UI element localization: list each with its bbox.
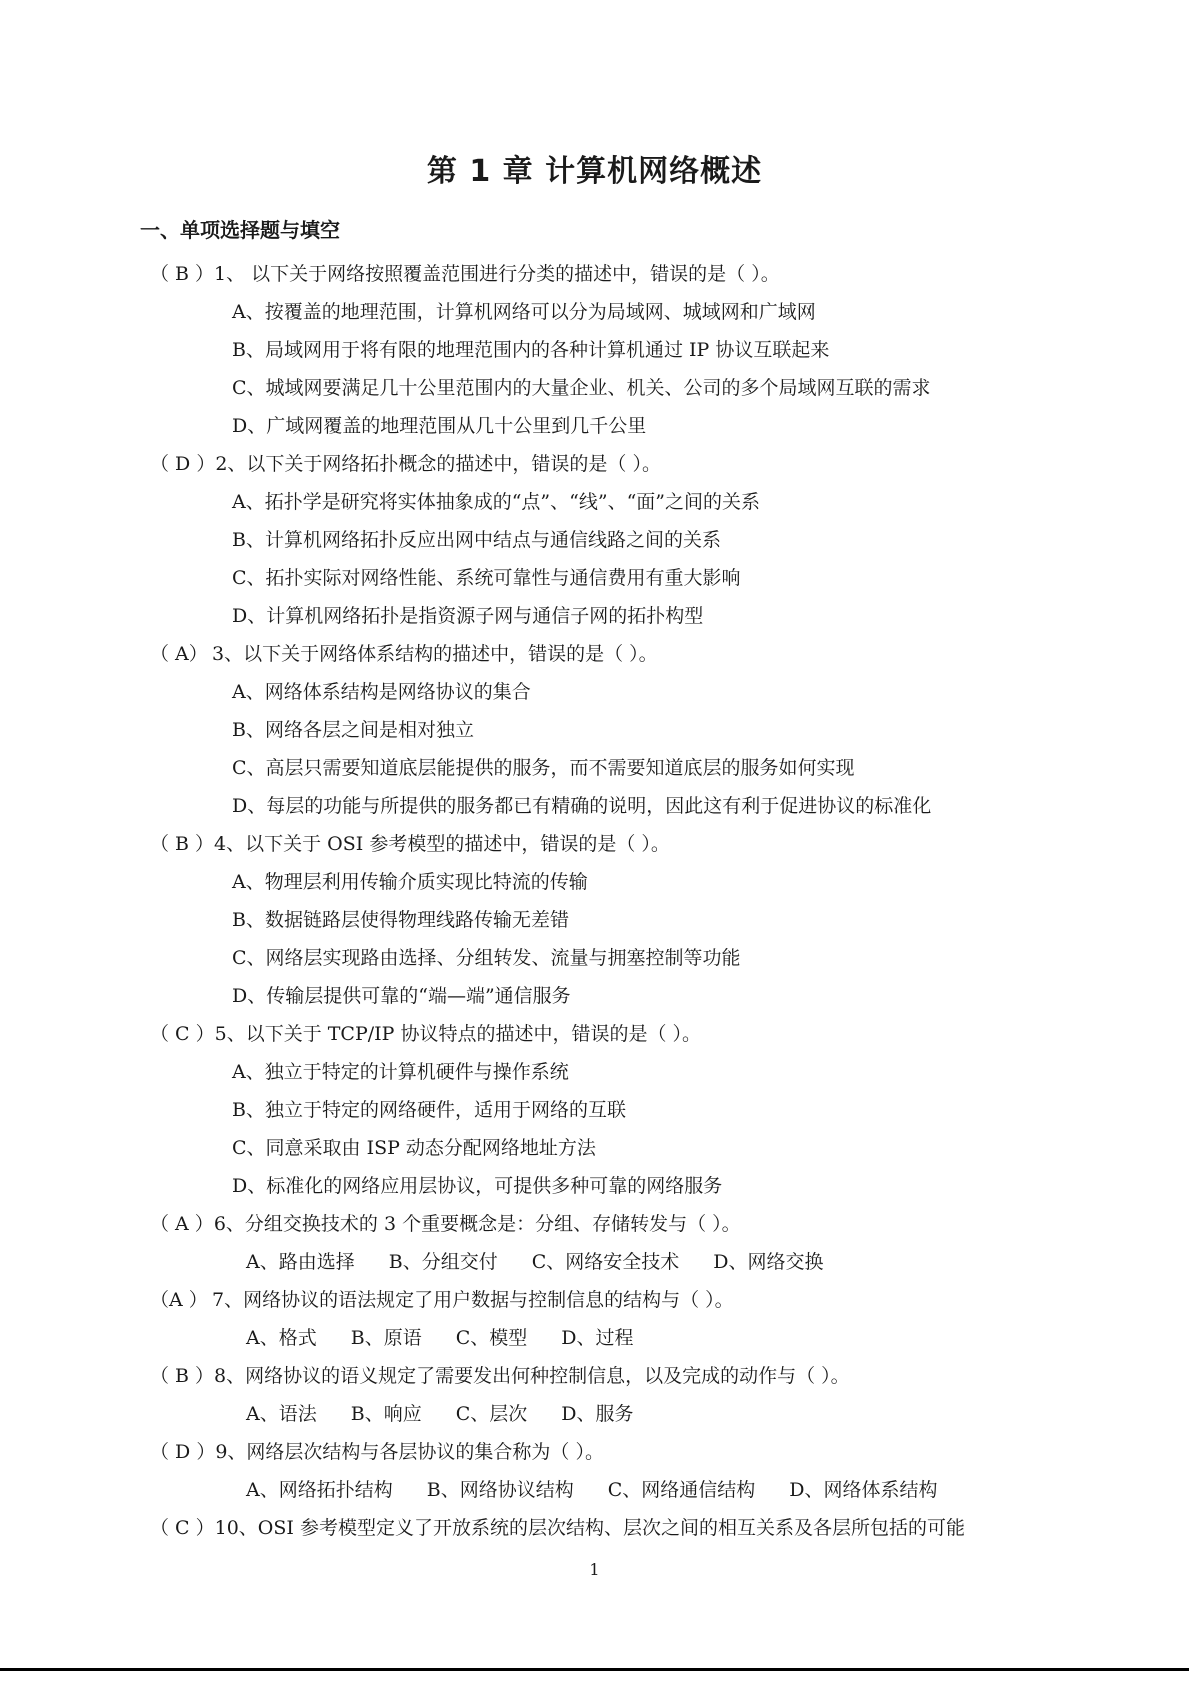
answer-option: D、每层的功能与所提供的服务都已有精确的说明，因此这有利于促进协议的标准化 [232, 795, 932, 817]
answer-marker: （ C ） [150, 1517, 215, 1539]
question-stem [150, 1015, 1189, 1053]
answer-marker: （A ） [150, 1289, 208, 1311]
question-text: 7、网络协议的语法规定了用户数据与控制信息的结构与（ ）。 [212, 1289, 734, 1311]
answer-option: B、分组交付 [388, 1251, 498, 1273]
bottom-rule [0, 1668, 1189, 1671]
question-text: 3、以下关于网络体系结构的描述中，错误的是（ ）。 [212, 643, 658, 665]
question-stem [150, 1433, 1189, 1471]
answer-option: A、网络体系结构是网络协议的集合 [232, 681, 531, 703]
answer-marker: （ D ） [150, 453, 216, 475]
question-text: 6、分组交换技术的 3 个重要概念是：分组、存储转发与（ ）。 [213, 1213, 741, 1235]
answer-option: B、网络协议结构 [426, 1479, 574, 1501]
answer-option: D、标准化的网络应用层协议，可提供多种可靠的网络服务 [232, 1175, 723, 1197]
question-stem [150, 825, 1189, 863]
answer-option-row [246, 1243, 1189, 1281]
answer-marker: （ C ） [150, 1023, 215, 1045]
answer-marker: （ D ） [150, 1441, 216, 1463]
chapter-title: 第 1 章 计算机网络概述 [426, 154, 763, 189]
question-stem [150, 1205, 1189, 1243]
answer-option: C、高层只需要知道底层能提供的服务，而不需要知道底层的服务如何实现 [232, 757, 855, 779]
answer-option: A、物理层利用传输介质实现比特流的传输 [232, 871, 588, 893]
question-text: 8、网络协议的语义规定了需要发出何种控制信息，以及完成的动作与（ ）。 [214, 1365, 850, 1387]
answer-option: C、网络通信结构 [607, 1479, 756, 1501]
question-text: 9、网络层次结构与各层协议的集合称为（ ）。 [215, 1441, 604, 1463]
answer-option: B、原语 [350, 1327, 422, 1349]
answer-option: B、数据链路层使得物理线路传输无差错 [232, 909, 569, 931]
answer-marker: （ A ） [150, 1213, 214, 1235]
question-stem [150, 635, 1189, 673]
answer-option: D、网络体系结构 [789, 1479, 938, 1501]
answer-option: B、局域网用于将有限的地理范围内的各种计算机通过 IP 协议互联起来 [232, 339, 830, 361]
question-text: 1、 以下关于网络按照覆盖范围进行分类的描述中，错误的是（ ）。 [214, 263, 780, 285]
question-stem [150, 1509, 1189, 1547]
answer-option: D、传输层提供可靠的“端—端”通信服务 [232, 985, 571, 1007]
question-text: 2、以下关于网络拓扑概念的描述中，错误的是（ ）。 [215, 453, 661, 475]
answer-option: A、拓扑学是研究将实体抽象成的“点”、“线”、“面”之间的关系 [232, 491, 761, 513]
question-text: 4、以下关于 OSI 参考模型的描述中，错误的是（ ）。 [214, 833, 670, 855]
answer-option: C、层次 [455, 1403, 528, 1425]
answer-option: D、广域网覆盖的地理范围从几十公里到几千公里 [232, 415, 647, 437]
answer-option: A、路由选择 [246, 1251, 355, 1273]
question-text: 10、OSI 参考模型定义了开放系统的层次结构、层次之间的相互关系及各层所包括的可能 [214, 1517, 965, 1539]
answer-option: B、独立于特定的网络硬件，适用于网络的互联 [232, 1099, 626, 1121]
answer-marker: （ A） [150, 643, 208, 665]
page-number: 1 [589, 1560, 600, 1579]
answer-option: C、同意采取由 ISP 动态分配网络地址方法 [232, 1137, 596, 1159]
answer-option: B、网络各层之间是相对独立 [232, 719, 474, 741]
answer-option: B、响应 [350, 1403, 422, 1425]
question-stem [150, 1281, 1189, 1319]
answer-option: D、计算机网络拓扑是指资源子网与通信子网的拓扑构型 [232, 605, 704, 627]
answer-option: C、城域网要满足几十公里范围内的大量企业、机关、公司的多个局域网互联的需求 [232, 377, 931, 399]
answer-option-row [246, 1319, 1189, 1357]
answer-marker: （ B ） [150, 833, 215, 855]
answer-option: D、服务 [561, 1403, 634, 1425]
answer-option: D、网络交换 [713, 1251, 824, 1273]
answer-option: A、独立于特定的计算机硬件与操作系统 [232, 1061, 569, 1083]
question-stem [150, 1357, 1189, 1395]
answer-option: B、计算机网络拓扑反应出网中结点与通信线路之间的关系 [232, 529, 721, 551]
answer-marker: （ B ） [150, 263, 215, 285]
answer-option: C、模型 [455, 1327, 528, 1349]
answer-option-row [246, 1471, 1189, 1509]
question-stem [150, 255, 1189, 293]
answer-option: A、格式 [246, 1327, 317, 1349]
answer-marker: （ B ） [150, 1365, 215, 1387]
answer-option: C、拓扑实际对网络性能、系统可靠性与通信费用有重大影响 [232, 567, 741, 589]
question-text: 5、以下关于 TCP/IP 协议特点的描述中，错误的是（ ）。 [214, 1023, 702, 1045]
question-stem [150, 445, 1189, 483]
answer-option: C、网络层实现路由选择、分组转发、流量与拥塞控制等功能 [232, 947, 741, 969]
answer-option: D、过程 [561, 1327, 634, 1349]
answer-option: A、按覆盖的地理范围，计算机网络可以分为局域网、城域网和广域网 [232, 301, 816, 323]
section-heading: 一、单项选择题与填空 [140, 218, 340, 242]
question-list [0, 255, 1189, 1547]
answer-option: A、语法 [246, 1403, 317, 1425]
answer-option: C、网络安全技术 [531, 1251, 680, 1273]
answer-option: A、网络拓扑结构 [246, 1479, 393, 1501]
answer-option-row [246, 1395, 1189, 1433]
